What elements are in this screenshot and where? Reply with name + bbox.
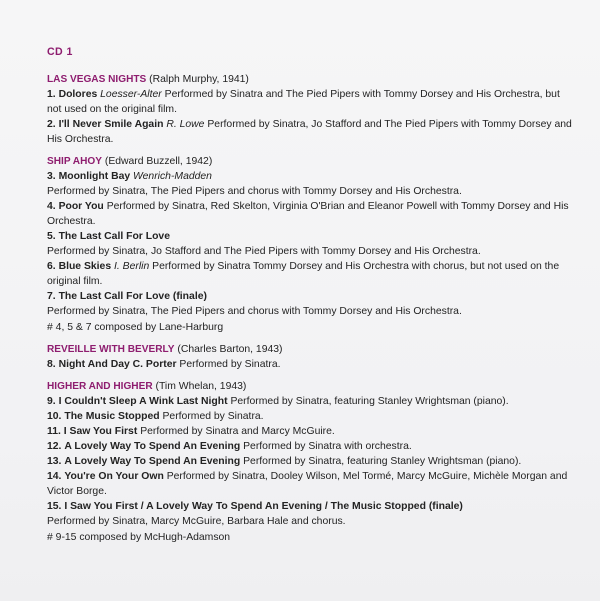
section-higher-and-higher [47, 379, 577, 545]
track-12 [47, 439, 577, 454]
track-title: Night And Day C. Porter [58, 359, 177, 370]
track-title: You're On Your Own [64, 471, 164, 482]
track-title: The Music Stopped [64, 411, 160, 422]
track-1 [47, 87, 577, 117]
track-number: 15. [47, 501, 62, 512]
track-number: 2. [47, 119, 56, 130]
composer-footnote: # 9-15 composed by McHugh-Adamson [47, 532, 231, 543]
track-performers: Performed by Sinatra, Dooley Wilson, Mel Tormé, Marcy McGuire, Michèle Morgan and Victor Borge. [47, 471, 568, 497]
track-4 [47, 199, 577, 229]
track-composer: Wenrich-Madden [133, 171, 212, 182]
track-performers: Performed by Sinatra, featuring Stanley Wrightsman (piano). [243, 456, 522, 467]
track-title: I Saw You First / A Lovely Way To Spend An Evening / The Music Stopped (finale) [64, 501, 463, 512]
film-credit: (Ralph Murphy, 1941) [149, 74, 249, 85]
track-8 [47, 357, 577, 372]
track-3 [47, 169, 577, 199]
track-7 [47, 289, 577, 319]
track-performers: Performed by Sinatra, Jo Stafford and The Pied Pipers with Tommy Dorsey and His Orchestra. [47, 246, 481, 257]
section-heading [47, 342, 577, 357]
track-composer: I. Berlin [114, 261, 150, 272]
track-performers: Performed by Sinatra, Marcy McGuire, Barbara Hale and chorus. [47, 516, 346, 527]
track-title: Moonlight Bay [58, 171, 131, 182]
track-number: 1. [47, 89, 56, 100]
composer-footnote: # 4, 5 & 7 composed by Lane-Harburg [47, 322, 224, 333]
track-title: Poor You [58, 201, 104, 212]
tracklist [47, 45, 577, 552]
track-title: The Last Call For Love (finale) [58, 291, 207, 302]
track-performers: Performed by Sinatra, Red Skelton, Virginia O'Brian and Eleanor Powell with Tommy Dorsey and His Orchestra. [47, 201, 569, 227]
track-number: 11. [47, 426, 61, 437]
track-14 [47, 469, 577, 499]
track-number: 6. [47, 261, 56, 272]
track-number: 14. [47, 471, 62, 482]
track-title: Dolores [58, 89, 98, 100]
track-composer: Loesser-Alter [100, 89, 162, 100]
track-number: 12. [47, 441, 62, 452]
track-performers: Performed by Sinatra, Jo Stafford and The Pied Pipers with Tommy Dorsey and His Orchestra. [47, 119, 572, 145]
track-5 [47, 229, 577, 259]
track-title: I'll Never Smile Again [58, 119, 164, 130]
track-number: 5. [47, 231, 56, 242]
track-number: 13. [47, 456, 62, 467]
cd-label: CD 1 [47, 46, 73, 58]
track-performers: Performed by Sinatra and The Pied Pipers with Tommy Dorsey and His Orchestra, but not used on the original film. [47, 89, 560, 115]
track-2 [47, 117, 577, 147]
film-title: HIGHER AND HIGHER [47, 381, 153, 392]
track-6 [47, 259, 577, 289]
track-performers: Performed by Sinatra, The Pied Pipers and chorus with Tommy Dorsey and His Orchestra. [47, 306, 462, 317]
track-performers: Performed by Sinatra. [162, 411, 264, 422]
track-performers: Performed by Sinatra Tommy Dorsey and His Orchestra with chorus, but not used on the original film. [47, 261, 560, 287]
track-number: 8. [47, 359, 56, 370]
film-title: REVEILLE WITH BEVERLY [47, 344, 175, 355]
track-number: 3. [47, 171, 56, 182]
track-title: The Last Call For Love [58, 231, 170, 242]
section-ship-ahoy [47, 154, 577, 335]
track-number: 9. [47, 396, 56, 407]
section-heading [47, 154, 577, 169]
track-10 [47, 409, 577, 424]
film-credit: (Edward Buzzell, 1942) [104, 156, 213, 167]
film-title: LAS VEGAS NIGHTS [47, 74, 147, 85]
track-performers: Performed by Sinatra and Marcy McGuire. [140, 426, 335, 437]
section-reveille-with-beverly [47, 342, 577, 372]
track-title: I Saw You First [63, 426, 138, 437]
track-title: I Couldn't Sleep A Wink Last Night [58, 396, 228, 407]
track-9 [47, 394, 577, 409]
track-title: Blue Skies [58, 261, 112, 272]
track-performers: Performed by Sinatra, The Pied Pipers and chorus with Tommy Dorsey and His Orchestra. [47, 186, 462, 197]
track-13 [47, 454, 577, 469]
track-title: A Lovely Way To Spend An Evening [64, 441, 241, 452]
section-las-vegas-nights [47, 72, 577, 147]
track-performers: Performed by Sinatra. [179, 359, 281, 370]
track-performers: Performed by Sinatra, featuring Stanley Wrightsman (piano). [230, 396, 509, 407]
track-number: 4. [47, 201, 56, 212]
film-title: SHIP AHOY [47, 156, 102, 167]
film-credit: (Charles Barton, 1943) [177, 344, 283, 355]
track-title: A Lovely Way To Spend An Evening [64, 456, 241, 467]
track-performers: Performed by Sinatra with orchestra. [243, 441, 412, 452]
section-heading [47, 379, 577, 394]
track-number: 10. [47, 411, 62, 422]
track-15 [47, 499, 577, 529]
film-credit: (Tim Whelan, 1943) [155, 381, 247, 392]
track-number: 7. [47, 291, 56, 302]
section-heading [47, 72, 577, 87]
track-11 [47, 424, 577, 439]
track-composer: R. Lowe [166, 119, 205, 130]
